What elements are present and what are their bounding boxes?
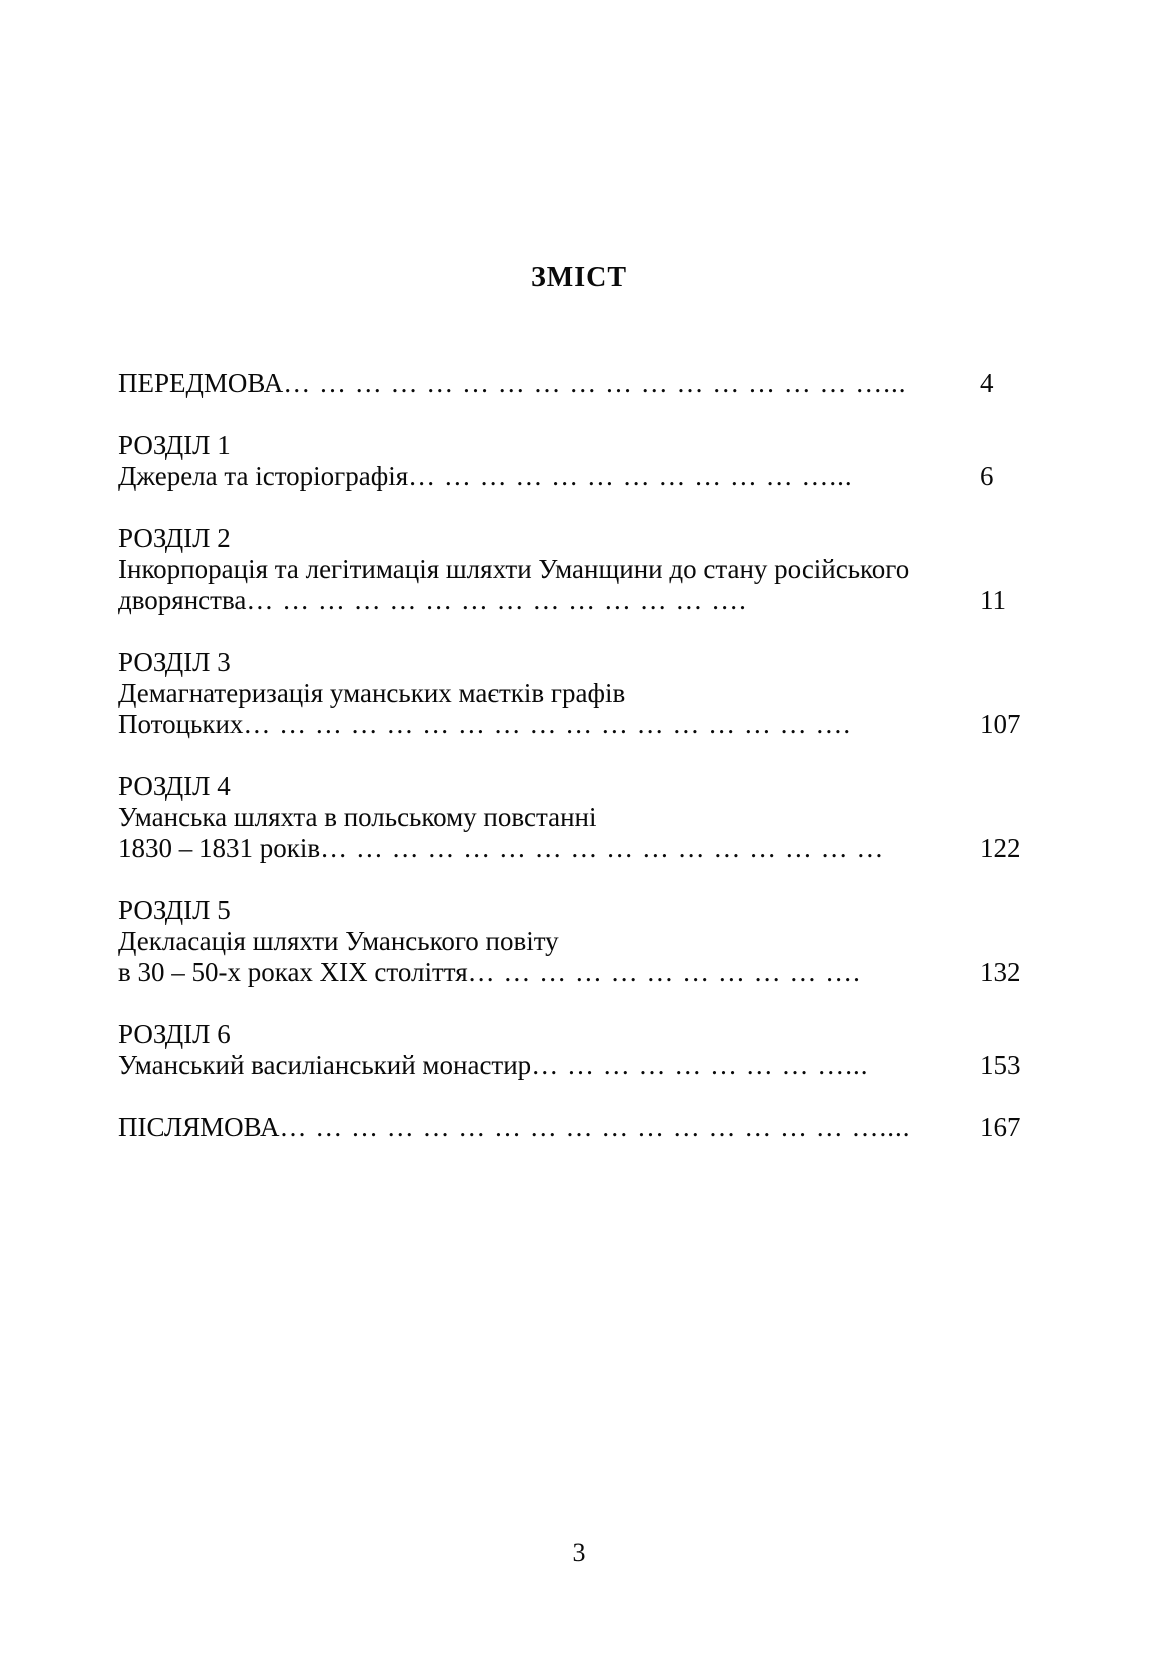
entry-title: Потоцьких (118, 709, 244, 739)
entry-title: ПЕРЕДМОВА (118, 368, 284, 398)
dot-leader: … … … … … … … … … … … … … … … … (320, 833, 885, 863)
toc-entry-rozdil-6 (118, 1019, 1040, 1081)
entry-line: Демагнатеризація уманських маєтків графів (118, 678, 626, 708)
dot-leader: … … … … … … … … …... (531, 1050, 869, 1080)
toc-entry-rozdil-3 (118, 647, 1040, 740)
entry-title: в 30 – 50-х роках XIX століття (118, 957, 468, 987)
entry-heading: РОЗДІЛ 2 (118, 523, 231, 553)
entry-title: 1830 – 1831 років (118, 833, 321, 863)
table-of-contents (118, 368, 1040, 1143)
toc-entry-rozdil-4 (118, 771, 1040, 864)
entry-heading: РОЗДІЛ 5 (118, 895, 231, 925)
entry-text (118, 771, 980, 864)
entry-heading: РОЗДІЛ 4 (118, 771, 231, 801)
entry-line (118, 585, 980, 616)
dot-leader: … … … … … … … … … … … … … … … … ….... (279, 1112, 911, 1142)
entry-page-number: 153 (980, 1050, 1021, 1080)
dot-leader: … … … … … … … … … … …. (467, 957, 861, 987)
entry-text (118, 1112, 980, 1143)
toc-entry-rozdil-5 (118, 895, 1040, 988)
entry-text (118, 368, 980, 399)
entry-title: ПІСЛЯМОВА (118, 1112, 280, 1142)
page-title: ЗМІСТ (531, 262, 627, 293)
entry-text (118, 895, 980, 988)
toc-entry-rozdil-2 (118, 523, 1040, 616)
entry-heading: РОЗДІЛ 1 (118, 430, 231, 460)
entry-line (118, 461, 980, 492)
entry-page-number: 107 (980, 709, 1021, 739)
entry-heading: РОЗДІЛ 6 (118, 1019, 231, 1049)
entry-line: Декласація шляхти Уманського повіту (118, 926, 559, 956)
dot-leader: … … … … … … … … … … … …... (408, 461, 853, 491)
entry-line (118, 833, 980, 864)
toc-entry-pislyamova (118, 1112, 1040, 1143)
entry-text (118, 430, 980, 492)
entry-line (118, 1050, 980, 1081)
entry-page-number: 6 (980, 461, 994, 491)
entry-text (118, 1019, 980, 1081)
entry-page-number: 132 (980, 957, 1021, 987)
toc-entry-rozdil-1 (118, 430, 1040, 492)
entry-title: дворянства (118, 585, 247, 615)
entry-page-number: 4 (980, 368, 994, 398)
entry-title: Уманський василіанський монастир (118, 1050, 532, 1080)
toc-entry-peredmova (118, 368, 1040, 399)
entry-line: Уманська шляхта в польському повстанні (118, 802, 597, 832)
entry-line (118, 709, 980, 740)
dot-leader: … … … … … … … … … … … … … … … … …... (283, 368, 907, 398)
entry-page-number: 167 (980, 1112, 1021, 1142)
entry-line (118, 1112, 980, 1143)
entry-text (118, 647, 980, 740)
entry-text (118, 523, 980, 616)
entry-heading: РОЗДІЛ 3 (118, 647, 231, 677)
entry-page-number: 11 (980, 585, 1006, 615)
dot-leader: … … … … … … … … … … … … … … … … …. (243, 709, 852, 739)
entry-line (118, 368, 980, 399)
entry-title: Джерела та історіографія (118, 461, 409, 491)
entry-page-number: 122 (980, 833, 1021, 863)
footer-page-number: 3 (572, 1538, 586, 1567)
entry-line (118, 957, 980, 988)
dot-leader: … … … … … … … … … … … … … …. (246, 585, 747, 615)
entry-line: Інкорпорація та легітимація шляхти Уманщини до стану російського (118, 554, 910, 584)
